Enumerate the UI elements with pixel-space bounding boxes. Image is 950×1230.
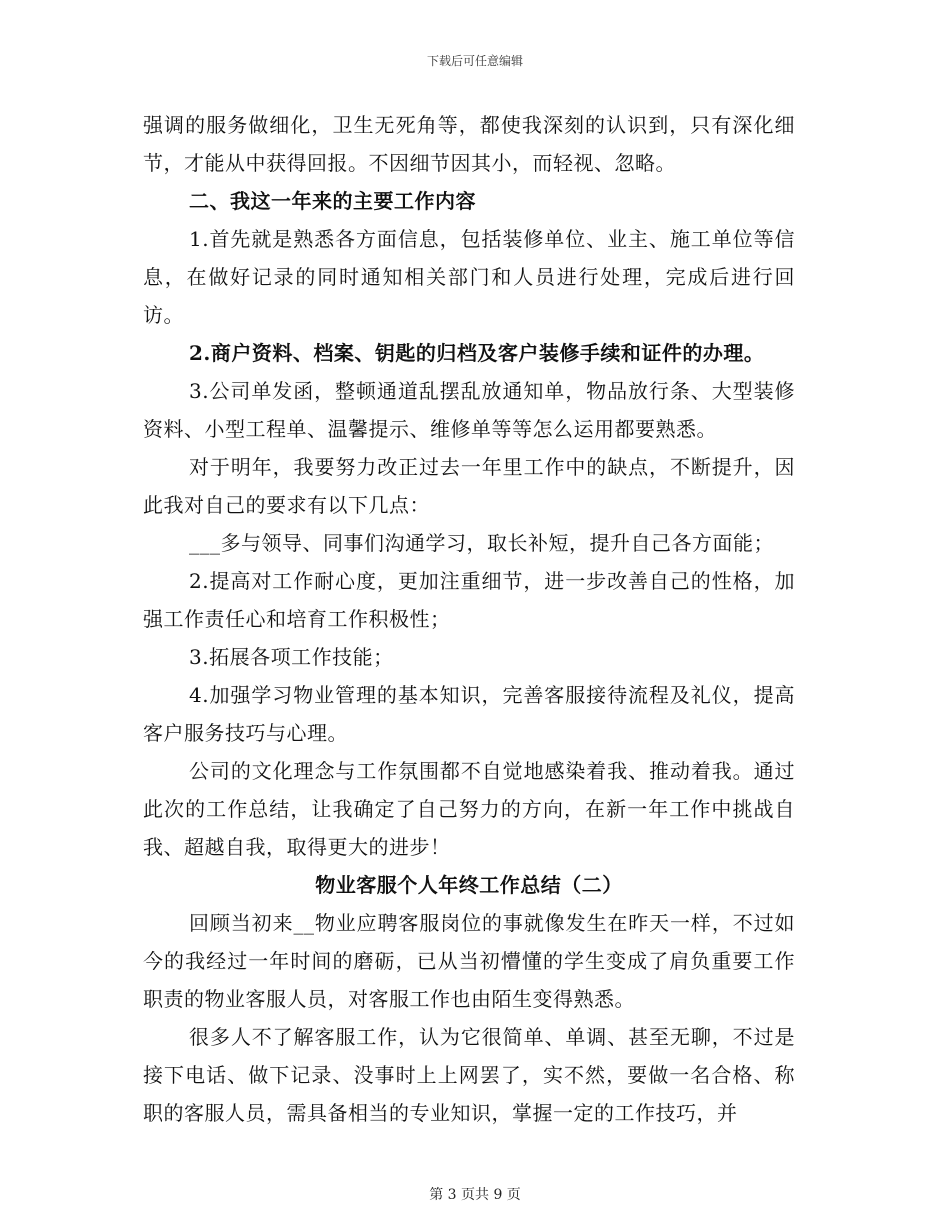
paragraph-item-2: 2.商户资料、档案、钥匙的归档及客户装修手续和证件的办理。: [189, 341, 765, 365]
paragraph-continuation: 强调的服务做细化，卫生无死角等，都使我深刻的认识到，只有深化细节，才能从中获得回报。不因细节因其小，而轻视、忽略。: [143, 113, 795, 175]
paragraph-customer-service: 很多人不了解客服工作，认为它很简单、单调、甚至无聊，不过是接下电话、做下记录、没事时上上网罢了，实不然，要做一名合格、称职的客服人员，需具备相当的专业知识，掌握一定的工作技巧，并: [143, 1025, 795, 1125]
page-header-note: 下载后可任意编辑: [426, 54, 523, 68]
paragraph-review: 回顾当初来__物业应聘客服岗位的事就像发生在昨天一样，不过如今的我经过一年时间的磨砺，已从当初懵懂的学生变成了肩负重要工作职责的物业客服人员，对客服工作也由陌生变得熟悉。: [143, 911, 795, 1011]
paragraph-goal-3: 3.拓展各项工作技能；: [189, 645, 394, 669]
paragraph-item-3: 3.公司单发函，整顿通道乱摆乱放通知单，物品放行条、大型装修资料、小型工程单、温馨提示、维修单等等怎么运用都要熟悉。: [143, 379, 795, 441]
paragraph-goal-1: ___多与领导、同事们沟通学习，取长补短，提升自己各方面能；: [189, 531, 774, 555]
page-number: 第 3 页共 9 页: [429, 1187, 521, 1203]
document-body: [143, 106, 795, 1132]
paragraph-item-1: 1.首先就是熟悉各方面信息，包括装修单位、业主、施工单位等信息，在做好记录的同时通知相关部门和人员进行处理，完成后进行回访。: [143, 227, 795, 327]
paragraph-next-year: 对于明年，我要努力改正过去一年里工作中的缺点，不断提升，因此我对自己的要求有以下几点：: [143, 455, 795, 517]
paragraph-goal-4: 4.加强学习物业管理的基本知识，完善客服接待流程及礼仪，提高客户服务技巧与心理。: [143, 683, 795, 745]
paragraph-goal-2: 2.提高对工作耐心度，更加注重细节，进一步改善自己的性格，加强工作责任心和培育工作积极性；: [143, 569, 795, 631]
document-title-part-2: 物业客服个人年终工作总结（二）: [315, 873, 623, 897]
section-heading-main-work: 二、我这一年来的主要工作内容: [189, 189, 476, 213]
paragraph-closing: 公司的文化理念与工作氛围都不自觉地感染着我、推动着我。通过此次的工作总结，让我确定了自己努力的方向，在新一年工作中挑战自我、超越自我，取得更大的进步！: [143, 759, 795, 859]
